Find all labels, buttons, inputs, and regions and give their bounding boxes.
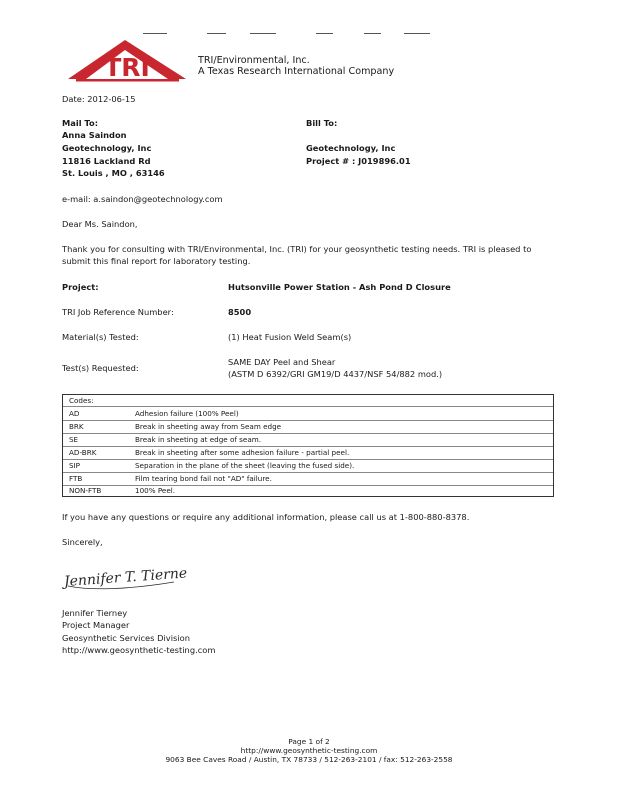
code-abbr: AD	[69, 409, 80, 418]
code-row	[69, 473, 549, 485]
materials-value: (1) Heat Fusion Weld Seam(s)	[228, 332, 352, 342]
header-rule	[404, 33, 430, 34]
code-abbr: SIP	[69, 461, 81, 470]
code-row	[69, 485, 549, 497]
tests-label: Test(s) Requested:	[62, 363, 139, 373]
mail-to-line: Geotechnology, Inc	[62, 143, 152, 153]
company-tagline: A Texas Research International Company	[198, 66, 395, 77]
code-row	[69, 460, 549, 472]
ref-value: 8500	[228, 307, 252, 317]
logo-text: TRI	[104, 53, 150, 82]
project-label: Project:	[62, 282, 99, 292]
code-row	[69, 421, 549, 433]
code-desc: Film tearing bond fail not "AD" failure.	[135, 474, 272, 483]
code-abbr: BRK	[69, 422, 84, 431]
codes-table	[62, 394, 554, 497]
project-value: Hutsonville Power Station - Ash Pond D Closure	[228, 282, 451, 292]
code-row	[69, 408, 549, 420]
signature-text: Jennifer T. Tierney	[63, 564, 187, 591]
mail-to-label: Mail To:	[62, 118, 99, 128]
intro-line: submit this final report for laboratory testing.	[62, 256, 251, 266]
code-row	[69, 447, 549, 459]
code-desc: 100% Peel.	[135, 486, 176, 495]
letter-date: Date: 2012-06-15	[62, 94, 136, 104]
mail-to-line: 11816 Lackland Rd	[62, 156, 151, 166]
code-desc: Break in sheeting after some adhesion failure - partial peel.	[135, 448, 350, 457]
signature	[62, 558, 187, 594]
signer-name: Jennifer Tierney	[62, 608, 128, 618]
footer-address: 9063 Bee Caves Road / Austin, TX 78733 / 512-263-2101 / fax: 512-263-2558	[165, 755, 453, 764]
code-desc: Adhesion failure (100% Peel)	[135, 409, 239, 418]
closing-text: If you have any questions or require any additional information, please call us at 1-800-880-8378.	[62, 512, 470, 522]
codes-title: Codes:	[69, 396, 94, 405]
tests-value: (ASTM D 6392/GRI GM19/D 4437/NSF 54/882 mod.)	[228, 369, 443, 379]
page-number: Page 1 of 2	[288, 737, 330, 746]
code-desc: Separation in the plane of the sheet (leaving the fused side).	[135, 461, 355, 470]
row-divider	[63, 406, 553, 407]
header-rule	[364, 33, 381, 34]
signer-division: Geosynthetic Services Division	[62, 633, 190, 643]
code-abbr: SE	[69, 435, 79, 444]
mail-to-line: St. Louis , MO , 63146	[62, 168, 165, 178]
code-abbr: NON-FTB	[69, 486, 102, 495]
header-rule	[250, 33, 276, 34]
mail-to-line: Anna Saindon	[62, 130, 127, 140]
header-rule	[143, 33, 167, 34]
email-line: e-mail: a.saindon@geotechnology.com	[62, 194, 223, 204]
company-name: TRI/Environmental, Inc.	[198, 55, 310, 66]
sincerely: Sincerely,	[62, 537, 103, 547]
header-rule	[207, 33, 226, 34]
project-number: Project # : J019896.01	[306, 156, 411, 166]
bill-to-label: Bill To:	[306, 118, 338, 128]
code-row	[69, 434, 549, 446]
code-abbr: AD-BRK	[69, 448, 97, 457]
tests-value: SAME DAY Peel and Shear	[228, 357, 336, 367]
code-desc: Break in sheeting at edge of seam.	[135, 435, 262, 444]
header-rule	[316, 33, 333, 34]
code-abbr: FTB	[69, 474, 83, 483]
ref-label: TRI Job Reference Number:	[62, 307, 174, 317]
signer-title: Project Manager	[62, 620, 130, 630]
salutation: Dear Ms. Saindon,	[62, 219, 138, 229]
intro-line: Thank you for consulting with TRI/Environmental, Inc. (TRI) for your geosynthetic testing needs. TRI is pleased to	[62, 244, 532, 254]
materials-label: Material(s) Tested:	[62, 332, 139, 342]
footer-url[interactable]: http://www.geosynthetic-testing.com	[240, 746, 378, 755]
bill-to-company: Geotechnology, Inc	[306, 143, 396, 153]
company-logo	[62, 38, 192, 88]
signer-url[interactable]: http://www.geosynthetic-testing.com	[62, 645, 216, 655]
code-desc: Break in sheeting away from Seam edge	[135, 422, 282, 431]
